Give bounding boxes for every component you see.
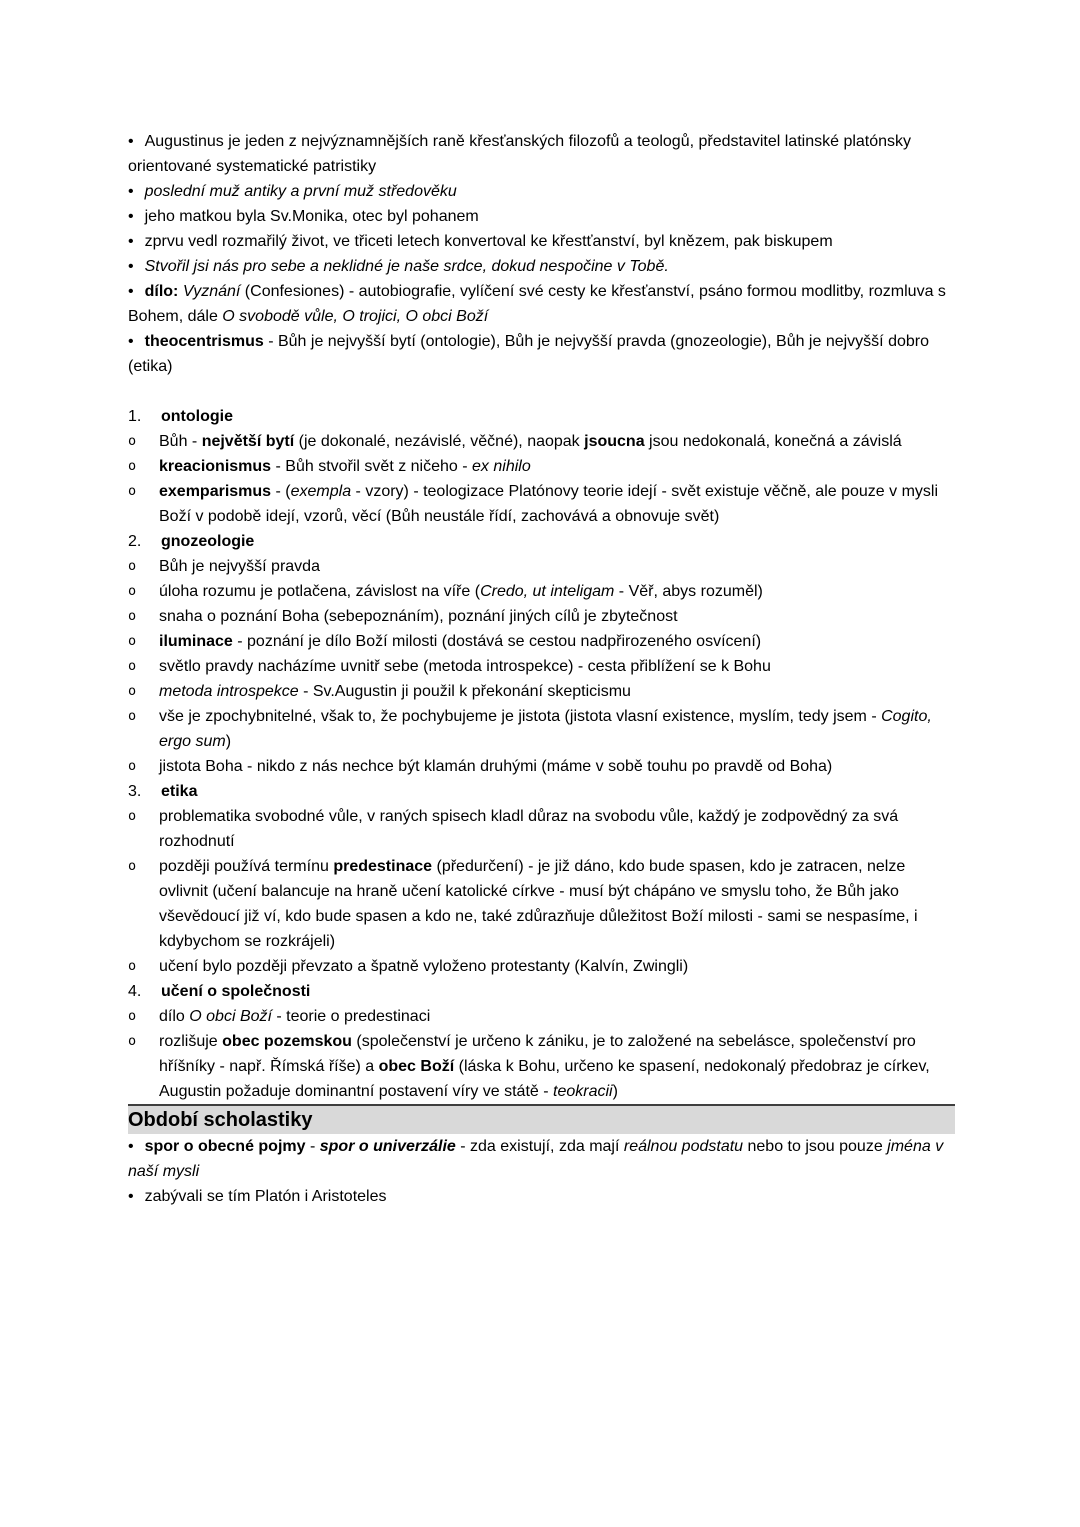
sub-bullet-text bbox=[159, 804, 955, 854]
circle-bullet-icon: o bbox=[128, 583, 137, 599]
bullet-dot-icon: • bbox=[128, 283, 134, 300]
list-number: 4. bbox=[128, 983, 142, 1000]
text-run: exempla bbox=[290, 483, 352, 500]
text-run: - ( bbox=[271, 483, 291, 500]
circle-bullet-icon: o bbox=[128, 958, 137, 974]
bullet-item bbox=[128, 204, 955, 229]
circle-bullet-icon: o bbox=[128, 683, 137, 699]
text-run: jeho matkou byla Sv.Monika, otec byl pohanem bbox=[144, 208, 479, 225]
text-run: Vyznání bbox=[182, 283, 241, 300]
text-run: světlo pravdy nacházíme uvnitř sebe (metoda introspekce) - cesta přiblížení se k Bohu bbox=[159, 658, 771, 675]
bullet-dot-icon: • bbox=[128, 1138, 134, 1155]
list-number: 2. bbox=[128, 533, 142, 550]
text-run: metoda introspekce bbox=[159, 683, 299, 700]
sub-bullet-text bbox=[159, 854, 955, 954]
text-run: ) bbox=[225, 733, 232, 750]
text-run: etika bbox=[161, 783, 198, 800]
sub-bullet-item bbox=[128, 679, 955, 704]
numbered-item-label bbox=[161, 529, 955, 554]
text-run: rozlišuje bbox=[159, 1033, 223, 1050]
bullet-item bbox=[128, 1184, 955, 1209]
text-run: (předurčení) - je již dáno, kdo bude spasen, kdo je zatracen, nelze ovlivnit (učení balancuje na hraně učení katolické církve - musí být chápáno ve smyslu toho, že Bůh jako vševědoucí již ví, kdo bude spasen a kdo ne, také zdůrazňuje důležitost Boží milosti - sami se nespasíme, i kdybychom se rozkrájeli) bbox=[159, 858, 918, 950]
bullet-item bbox=[128, 1134, 955, 1184]
text-run: - Sv.Augustin ji použil k překonání skepticismu bbox=[298, 683, 631, 700]
sub-bullet-text bbox=[159, 579, 955, 604]
sub-bullet-text bbox=[159, 454, 955, 479]
circle-bullet-icon: o bbox=[128, 1008, 137, 1024]
numbered-item-label bbox=[161, 404, 955, 429]
bullet-item bbox=[128, 229, 955, 254]
text-run: Stvořil jsi nás pro sebe a neklidné je naše srdce, dokud nespočine v Tobě. bbox=[144, 258, 669, 275]
text-run: - Bůh stvořil svět z ničeho - bbox=[271, 458, 473, 475]
text-run: zprvu vedl rozmařilý život, ve třiceti letech konvertoval ke křestťanství, byl knězem, pak biskupem bbox=[144, 233, 833, 250]
bullet-item bbox=[128, 129, 955, 179]
sub-bullet-text bbox=[159, 704, 955, 754]
text-run: později používá termínu bbox=[159, 858, 334, 875]
text-run: učení o společnosti bbox=[161, 983, 311, 1000]
text-run: O svobodě vůle, O trojici, O obci Boží bbox=[222, 308, 489, 325]
sub-bullet-item bbox=[128, 654, 955, 679]
bullet-item bbox=[128, 254, 955, 279]
sub-bullet-item bbox=[128, 1029, 955, 1104]
sub-bullet-item bbox=[128, 629, 955, 654]
bullet-dot-icon: • bbox=[128, 233, 134, 250]
sub-bullet-text bbox=[159, 754, 955, 779]
bullet-dot-icon: • bbox=[128, 133, 134, 150]
text-run: ex nihilo bbox=[472, 458, 531, 475]
bullet-dot-icon: • bbox=[128, 258, 134, 275]
text-run: zabývali se tím Platón i Aristoteles bbox=[144, 1188, 387, 1205]
sub-bullet-text bbox=[159, 629, 955, 654]
text-run: Augustinus je jeden z nejvýznamnějších raně křesťanských filozofů a teologů, představitel latinské platónsky orientované systematické patristiky bbox=[128, 133, 912, 175]
sub-bullet-item bbox=[128, 854, 955, 954]
text-run: vše je zpochybnitelné, však to, že pochybujeme je jistota (jistota vlasní existence, myslím, tedy jsem - bbox=[159, 708, 882, 725]
sub-bullet-text bbox=[159, 679, 955, 704]
text-run: - teorie o predestinaci bbox=[271, 1008, 431, 1025]
bullet-item bbox=[128, 329, 955, 379]
circle-bullet-icon: o bbox=[128, 633, 137, 649]
sub-bullet-item bbox=[128, 954, 955, 979]
text-run: obec Boží bbox=[378, 1058, 455, 1075]
text-run: ) bbox=[612, 1083, 618, 1100]
sub-bullet-item bbox=[128, 454, 955, 479]
text-run: jsou nedokonalá, konečná a závislá bbox=[644, 433, 902, 450]
list-number: 1. bbox=[128, 408, 142, 425]
text-run: Bůh - bbox=[159, 433, 202, 450]
circle-bullet-icon: o bbox=[128, 608, 137, 624]
bullet-item bbox=[128, 179, 955, 204]
numbered-item bbox=[128, 979, 955, 1004]
text-run: kreacionismus bbox=[159, 458, 272, 475]
circle-bullet-icon: o bbox=[128, 458, 137, 474]
numbered-item bbox=[128, 404, 955, 429]
sub-bullet-text bbox=[159, 429, 955, 454]
numbered-item-label bbox=[161, 979, 955, 1004]
text-run: úloha rozumu je potlačena, závislost na víře ( bbox=[159, 583, 481, 600]
sub-bullet-item bbox=[128, 554, 955, 579]
bullet-dot-icon: • bbox=[128, 183, 134, 200]
text-run: největší bytí bbox=[201, 433, 295, 450]
text-run: Cogito, ergo sum bbox=[159, 708, 932, 750]
circle-bullet-icon: o bbox=[128, 1033, 137, 1049]
sub-bullet-text bbox=[159, 554, 955, 579]
document-body bbox=[128, 129, 955, 1209]
sub-bullet-text bbox=[159, 654, 955, 679]
sub-bullet-item bbox=[128, 429, 955, 454]
numbered-item bbox=[128, 529, 955, 554]
text-run: učení bylo později převzato a špatně vyloženo protestanty (Kalvín, Zwingli) bbox=[159, 958, 689, 975]
text-run: problematika svobodné vůle, v raných spisech kladl důraz na svobodu vůle, každý je zodpovědný za svá rozhodnutí bbox=[159, 808, 899, 850]
circle-bullet-icon: o bbox=[128, 858, 137, 874]
circle-bullet-icon: o bbox=[128, 658, 137, 674]
list-number: 3. bbox=[128, 783, 142, 800]
text-run: - bbox=[305, 1138, 320, 1155]
text-run: - Bůh je nejvyšší bytí (ontologie), Bůh je nejvyšší pravda (gnozeologie), Bůh je nejvyšší dobro (etika) bbox=[128, 333, 929, 375]
section-heading: Období scholastiky bbox=[128, 1104, 955, 1134]
bullet-item bbox=[128, 279, 955, 329]
text-run: - poznání je dílo Boží milosti (dostává se cestou nadpřirozeného osvícení) bbox=[232, 633, 762, 650]
circle-bullet-icon: o bbox=[128, 558, 137, 574]
text-run: spor o univerzálie bbox=[319, 1138, 456, 1155]
text-run: O obci Boží bbox=[189, 1008, 272, 1025]
bullet-dot-icon: • bbox=[128, 1188, 134, 1205]
text-run: jistota Boha - nikdo z nás nechce být klamán druhými (máme v sobě touhu po pravdě od Boha) bbox=[159, 758, 833, 775]
text-run: exemparismus bbox=[159, 483, 272, 500]
text-run: obec pozemskou bbox=[222, 1033, 352, 1050]
text-run: dílo: bbox=[144, 283, 179, 300]
sub-bullet-text bbox=[159, 954, 955, 979]
text-run: (Confesiones) - autobiografie, vylíčení své cesty ke křesťanství, psáno formou modlitby, rozmluva s Bohem, dále bbox=[128, 283, 946, 325]
circle-bullet-icon: o bbox=[128, 808, 137, 824]
text-run: - Věř, abys rozuměl) bbox=[614, 583, 763, 600]
sub-bullet-text bbox=[159, 479, 955, 529]
circle-bullet-icon: o bbox=[128, 483, 137, 499]
text-run: ontologie bbox=[161, 408, 233, 425]
sub-bullet-text bbox=[159, 1029, 955, 1104]
paragraph-spacer bbox=[128, 379, 955, 404]
text-run: Bůh je nejvyšší pravda bbox=[159, 558, 320, 575]
bullet-dot-icon: • bbox=[128, 208, 134, 225]
text-run: snaha o poznání Boha (sebepoznáním), poznání jiných cílů je zbytečnost bbox=[159, 608, 678, 625]
text-run: (společenství je určeno k zániku, je to založené na sebelásce, společenství pro hříšníky - např. Římská říše) a bbox=[159, 1033, 916, 1075]
circle-bullet-icon: o bbox=[128, 433, 137, 449]
sub-bullet-item bbox=[128, 479, 955, 529]
circle-bullet-icon: o bbox=[128, 758, 137, 774]
text-run: spor o obecné pojmy bbox=[144, 1138, 306, 1155]
numbered-item-label bbox=[161, 779, 955, 804]
text-run: (je dokonalé, nezávislé, věčné), naopak bbox=[294, 433, 585, 450]
text-run: jména v naší mysli bbox=[128, 1138, 944, 1180]
sub-bullet-item bbox=[128, 804, 955, 854]
text-run: - zda existují, zda mají bbox=[455, 1138, 624, 1155]
text-run: - vzory) - teologizace Platónovy teorie idejí - svět existuje věčně, ale pouze v mysli Boží v podobě idejí, vzorů, věcí (Bůh neustále řídí, zachovává a obnovuje svět) bbox=[159, 483, 939, 525]
text-run: predestinace bbox=[333, 858, 433, 875]
numbered-item bbox=[128, 779, 955, 804]
sub-bullet-item bbox=[128, 579, 955, 604]
text-run: teokracii bbox=[553, 1083, 613, 1100]
circle-bullet-icon: o bbox=[128, 708, 137, 724]
text-run: Credo, ut inteligam bbox=[480, 583, 615, 600]
text-run: theocentrismus bbox=[144, 333, 264, 350]
text-run: gnozeologie bbox=[161, 533, 255, 550]
text-run: poslední muž antiky a první muž středověku bbox=[144, 183, 457, 200]
text-run: dílo bbox=[159, 1008, 190, 1025]
text-run: iluminace bbox=[159, 633, 233, 650]
bullet-dot-icon: • bbox=[128, 333, 134, 350]
text-run: reálnou podstatu bbox=[623, 1138, 744, 1155]
text-run: (láska k Bohu, určeno ke spasení, nedokonalý předobraz je církev, Augustin požaduje dominantní postavení víry ve státě - bbox=[159, 1058, 930, 1100]
sub-bullet-item bbox=[128, 754, 955, 779]
text-run: nebo to jsou pouze bbox=[743, 1138, 888, 1155]
sub-bullet-text bbox=[159, 1004, 955, 1029]
sub-bullet-text bbox=[159, 604, 955, 629]
text-run: jsoucna bbox=[584, 433, 645, 450]
sub-bullet-item bbox=[128, 704, 955, 754]
sub-bullet-item bbox=[128, 604, 955, 629]
sub-bullet-item bbox=[128, 1004, 955, 1029]
